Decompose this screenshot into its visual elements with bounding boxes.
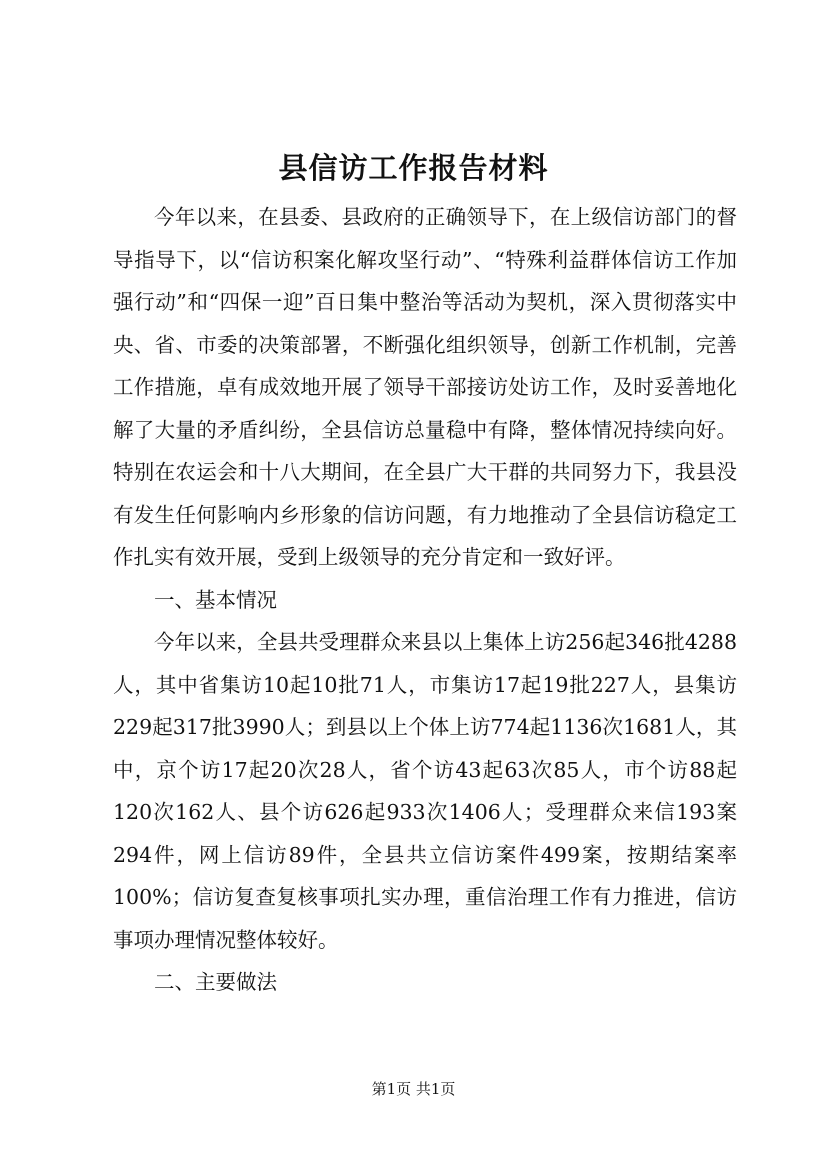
document-body bbox=[113, 196, 737, 1004]
basic-situation-paragraph: 今年以来，全县共受理群众来县以上集体上访256起346批4288人，其中省集访10起10批71人，市集访17起19批227人，县集访229起317批3990人；到县以上个体上访774起1136次1681人，其中，京个访17起20次28人，省个访43起63次85人，市个访88起120次162人、县个访626起933次1406人；受理群众来信193案294件，网上信访89件，全县共立信访案件499案，按期结案率100%；信访复查复核事项扎实办理，重信治理工作有力推进，信访事项办理情况整体较好。 bbox=[113, 630, 737, 952]
page-footer: 第1页 共1页 bbox=[371, 1080, 456, 1098]
section-heading-basic: 一、基本情况 bbox=[154, 587, 277, 612]
section-heading-practices: 二、主要做法 bbox=[154, 970, 277, 994]
intro-paragraph: 今年以来，在县委、县政府的正确领导下，在上级信访部门的督导指导下，以“信访积案化解攻坚行动”、“特殊利益群体信访工作加强行动”和“四保一迎”百日集中整治等活动为契机，深入贯彻落实中央、省、市委的决策部署，不断强化组织领导，创新工作机制，完善工作措施，卓有成效地开展了领导干部接访处访工作，及时妥善地化解了大量的矛盾纠纷，全县信访总量稳中有降，整体情况持续向好。特别在农运会和十八大期间，在全县广大干群的共同努力下，我县没有发生任何影响内乡形象的信访问题，有力地推动了全县信访稳定工作扎实有效开展，受到上级领导的充分肯定和一致好评。 bbox=[113, 205, 737, 569]
document-title: 县信访工作报告材料 bbox=[278, 151, 549, 185]
